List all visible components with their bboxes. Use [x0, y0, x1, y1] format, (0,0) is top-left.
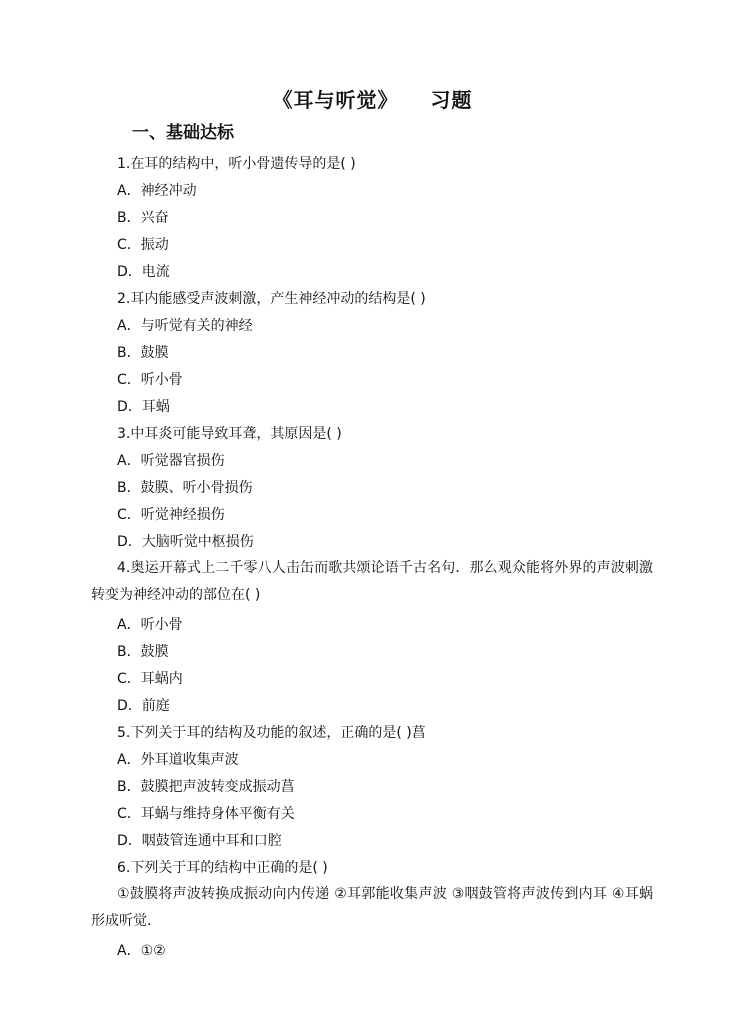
q4-option-b: B．鼓膜: [117, 644, 169, 660]
q2-option-d: D．耳蜗: [117, 399, 170, 415]
q1-option-c: C．振动: [117, 237, 169, 253]
question-6: 6.下列关于耳的结构中正确的是( ): [117, 860, 328, 876]
section-heading: 一、基础达标: [132, 123, 234, 143]
q4-option-a: A．听小骨: [117, 617, 183, 633]
q1-option-a: A．神经冲动: [117, 183, 197, 199]
q2-option-b: B．鼓膜: [117, 345, 169, 361]
q5-option-c: C．耳蜗与维持身体平衡有关: [117, 806, 295, 822]
question-2: 2.耳内能感受声波刺激，产生神经冲动的结构是( ): [117, 291, 426, 307]
q3-option-a: A．听觉器官损伤: [117, 453, 225, 469]
question-5: 5.下列关于耳的结构及功能的叙述，正确的是( )菖: [117, 725, 426, 741]
q3-option-d: D．大脑听觉中枢损伤: [117, 534, 254, 550]
q1-option-d: D．电流: [117, 264, 170, 280]
q3-option-b: B．鼓膜、听小骨损伤: [117, 480, 253, 496]
q2-option-c: C．听小骨: [117, 372, 183, 388]
q6-option-a: A．①②: [117, 943, 166, 959]
question-1: 1.在耳的结构中，听小骨遗传导的是( ): [117, 156, 356, 172]
q5-option-b: B．鼓膜把声波转变成振动菖: [117, 779, 295, 795]
page-title: 《耳与听觉》 习题: [272, 88, 473, 112]
question-4: 4.奥运开幕式上二千零八人击缶而歌共颂论语千古名句．那么观众能将外界的声波刺激转变为神经冲动的部位在( ): [91, 560, 653, 603]
q5-option-d: D．咽鼓管连通中耳和口腔: [117, 833, 282, 849]
q4-option-c: C．耳蜗内: [117, 671, 183, 687]
q4-option-d: D．前庭: [117, 698, 170, 714]
q1-option-b: B．兴奋: [117, 210, 169, 226]
question-3: 3.中耳炎可能导致耳聋，其原因是( ): [117, 426, 342, 442]
q3-option-c: C．听觉神经损伤: [117, 507, 225, 523]
q2-option-a: A．与听觉有关的神经: [117, 318, 253, 334]
q5-option-a: A．外耳道收集声波: [117, 752, 239, 768]
q6-statements: ①鼓膜将声波转换成振动向内传递 ②耳郭能收集声波 ③咽鼓管将声波传到内耳 ④耳蜗形成听觉．: [91, 886, 653, 929]
